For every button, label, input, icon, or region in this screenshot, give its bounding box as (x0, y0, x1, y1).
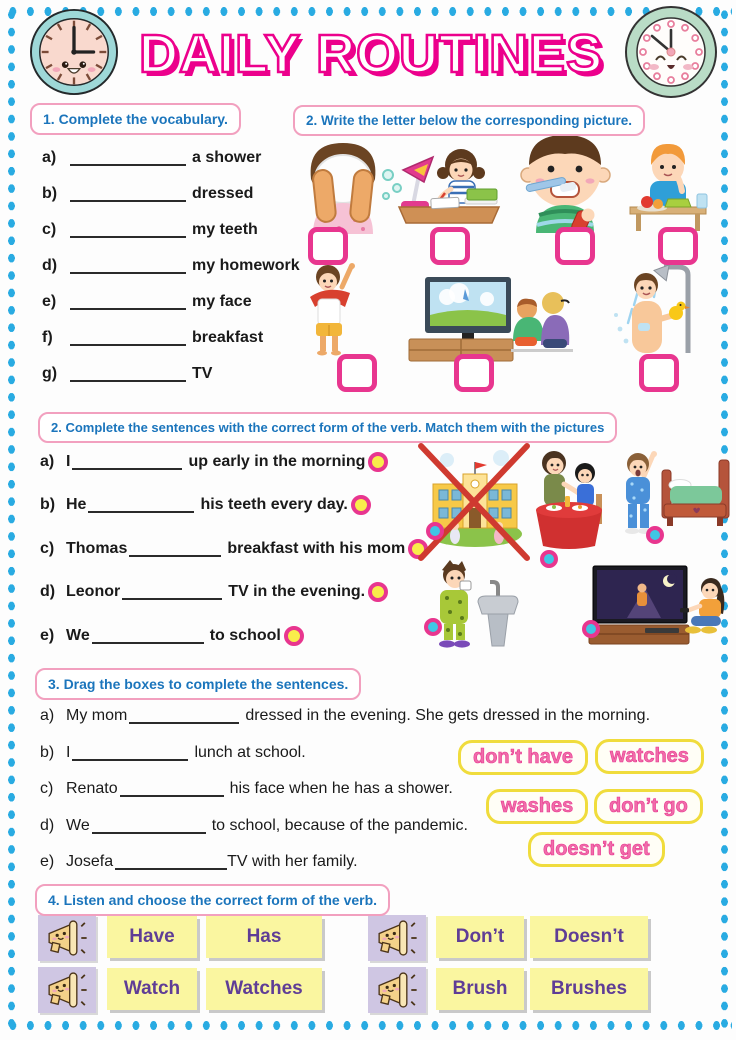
dotted-border-bottom (4, 1019, 732, 1032)
verb-option-watch[interactable]: Watch (107, 968, 197, 1010)
answer-blank[interactable] (129, 541, 221, 557)
vocab-row: d) my homework (42, 257, 300, 274)
answer-blank[interactable] (88, 497, 194, 513)
vocab-row: c) my teeth (42, 221, 258, 238)
drag-word-doesnt-get[interactable]: doesn’t get (528, 832, 665, 867)
match-dot-yellow[interactable] (284, 626, 304, 646)
letter-answer-box[interactable] (658, 227, 698, 265)
vocab-row: a) a shower (42, 149, 262, 166)
verb-option-dont[interactable]: Don’t (436, 916, 524, 958)
answer-blank[interactable] (70, 366, 186, 382)
verb-option-doesnt[interactable]: Doesn’t (530, 916, 648, 958)
megaphone-icon (42, 968, 92, 1012)
doing-homework-illustration (393, 143, 505, 235)
watching-tv-at-night-illustration (587, 566, 730, 646)
drop-blank[interactable] (115, 854, 227, 870)
vocab-row: e) my face (42, 293, 252, 310)
sentence-row: c) Thomas breakfast with his mom (40, 527, 428, 571)
answer-blank[interactable] (92, 628, 204, 644)
drag-word-dont-have[interactable]: don’t have (458, 740, 588, 775)
verb-option-has[interactable]: Has (206, 916, 322, 958)
sentence-row: d) Leonor TV in the evening. (40, 571, 428, 615)
sentence-row: a) I up early in the morning (40, 440, 428, 484)
section2-pictures-grid (290, 133, 722, 395)
match-dot-cyan[interactable] (424, 618, 442, 636)
vocab-row: f) breakfast (42, 329, 264, 346)
audio-speaker-button[interactable] (368, 915, 426, 961)
drop-blank[interactable] (92, 818, 206, 834)
waking-up-illustration (614, 446, 732, 538)
section3-heading: 3. Drag the boxes to complete the sentences. (35, 668, 361, 700)
drag-word-washes[interactable]: washes (486, 789, 588, 824)
verb-option-have[interactable]: Have (107, 916, 197, 958)
vocab-row: g) TV (42, 365, 213, 382)
sentence-row: b) I lunch at school. (40, 743, 306, 761)
drop-blank[interactable] (120, 781, 224, 797)
section2-pictures-heading: 2. Write the letter below the corresponding picture. (293, 105, 645, 136)
sentence-row: d) We to school, because of the pandemic. (40, 816, 468, 834)
section1-vocab-list (42, 140, 300, 392)
letter-answer-box[interactable] (337, 354, 377, 392)
match-dot-yellow[interactable] (368, 452, 388, 472)
vocab-row: b) dressed (42, 185, 254, 202)
match-dot-cyan[interactable] (646, 526, 664, 544)
answer-blank[interactable] (70, 186, 186, 202)
section4-heading: 4. Listen and choose the correct form of the verb. (35, 884, 390, 916)
match-dot-cyan[interactable] (540, 550, 558, 568)
match-dot-cyan[interactable] (426, 522, 444, 540)
answer-blank[interactable] (70, 294, 186, 310)
section1-heading: 1. Complete the vocabulary. (30, 103, 241, 135)
having-breakfast-illustration (618, 139, 718, 234)
audio-speaker-button[interactable] (38, 915, 96, 961)
breakfast-with-mom-illustration (532, 446, 608, 556)
answer-blank[interactable] (72, 454, 182, 470)
sentence-row: a) My mom dressed in the evening. She gets dressed in the morning. (40, 707, 651, 725)
clock-three-oclock-icon (28, 8, 120, 101)
answer-blank[interactable] (70, 330, 186, 346)
sentence-row: e) We to school (40, 614, 428, 658)
letter-answer-box[interactable] (639, 354, 679, 392)
header (28, 8, 720, 100)
verb-option-brushes[interactable]: Brushes (530, 968, 648, 1010)
getting-dressed-illustration (298, 261, 364, 356)
answer-blank[interactable] (70, 258, 186, 274)
letter-answer-box[interactable] (555, 227, 595, 265)
letter-answer-box[interactable] (430, 227, 470, 265)
section2-sentence-list (40, 440, 428, 658)
brushing-teeth-illustration (518, 131, 613, 233)
section2-match-pictures (420, 438, 734, 660)
match-dot-yellow[interactable] (351, 495, 371, 515)
drop-blank[interactable] (129, 708, 239, 724)
dotted-border-left (5, 6, 18, 1032)
megaphone-icon (42, 916, 92, 960)
match-dot-cyan[interactable] (582, 620, 600, 638)
page-title: DAILY ROUTINES (138, 24, 604, 84)
washing-face-illustration (293, 137, 405, 234)
verb-option-watches[interactable]: Watches (206, 968, 322, 1010)
watching-tv-illustration (407, 275, 575, 363)
drag-word-dont-go[interactable]: don’t go (594, 789, 703, 824)
verb-option-brush[interactable]: Brush (436, 968, 524, 1010)
drag-word-watches[interactable]: watches (595, 739, 704, 774)
answer-blank[interactable] (70, 150, 186, 166)
megaphone-icon (372, 916, 422, 960)
sentence-row: e) Josefa TV with her family. (40, 853, 358, 871)
answer-blank[interactable] (122, 584, 222, 600)
megaphone-icon (372, 968, 422, 1012)
taking-a-shower-illustration (608, 261, 704, 356)
audio-speaker-button[interactable] (368, 967, 426, 1013)
letter-answer-box[interactable] (454, 354, 494, 392)
sentence-row: c) Renato his face when he has a shower. (40, 780, 453, 798)
sentence-row: b) He his teeth every day. (40, 484, 428, 528)
section2-sentences-heading: 2. Complete the sentences with the correct form of the verb. Match them with the pictures (38, 412, 617, 443)
answer-blank[interactable] (70, 222, 186, 238)
audio-speaker-button[interactable] (38, 967, 96, 1013)
drop-blank[interactable] (72, 745, 188, 761)
brushing-teeth-at-sink-illustration (428, 556, 520, 652)
clock-ten-oclock-icon (622, 4, 720, 105)
letter-answer-box[interactable] (308, 227, 348, 265)
match-dot-yellow[interactable] (368, 582, 388, 602)
